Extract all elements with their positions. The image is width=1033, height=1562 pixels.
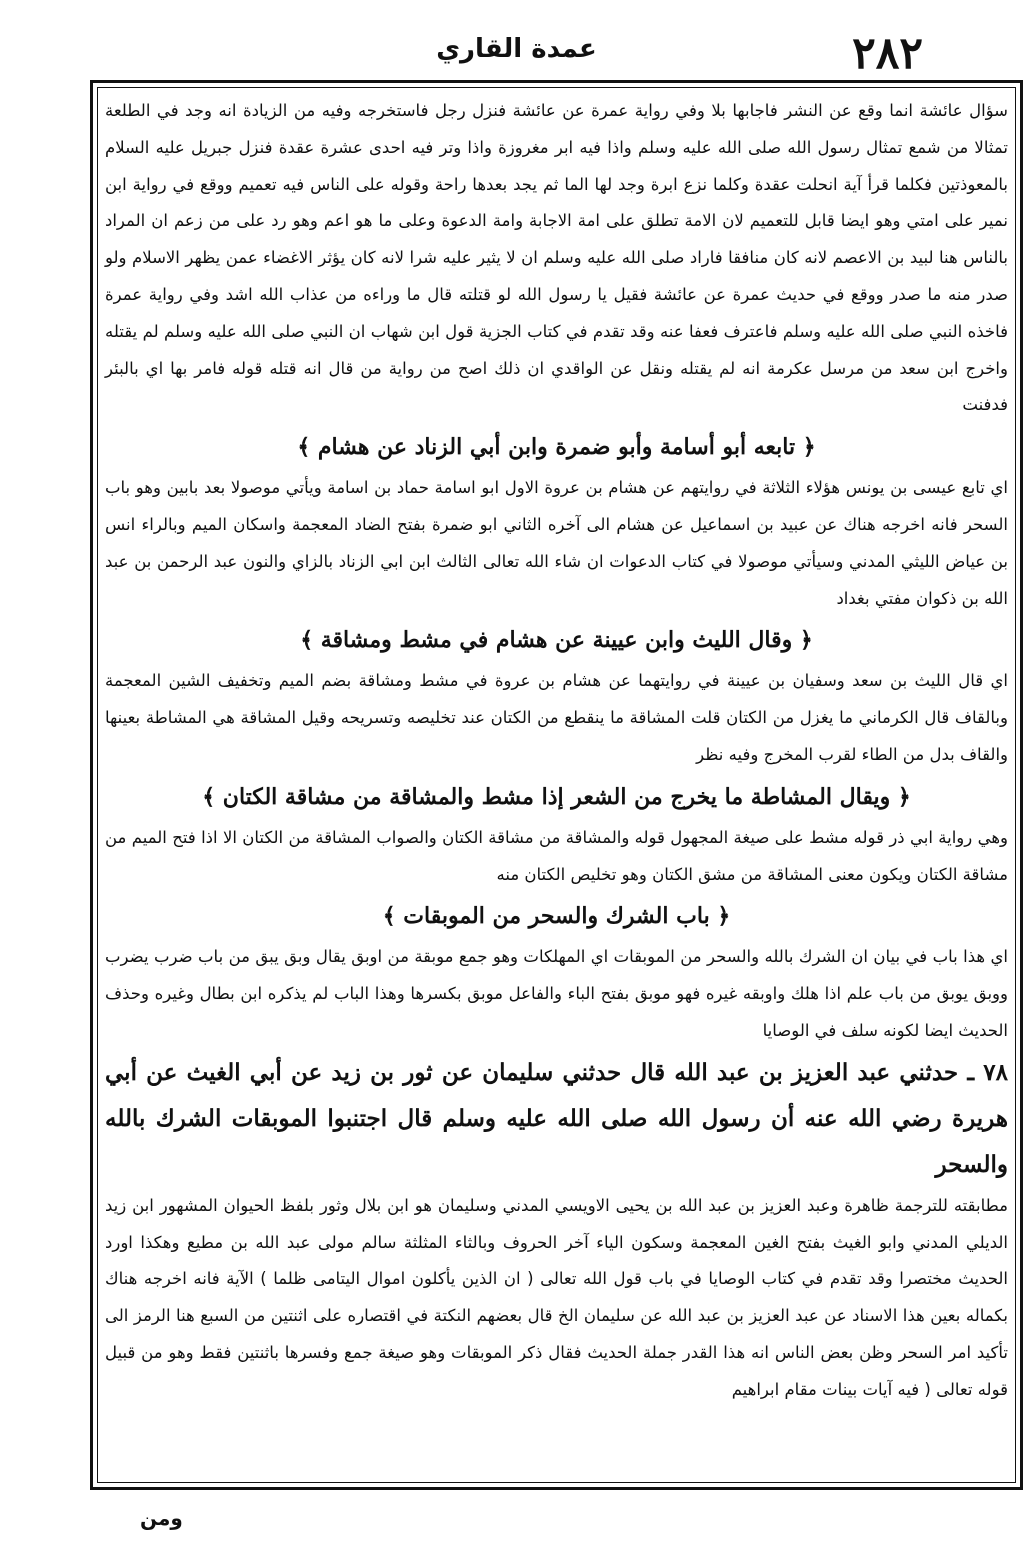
page-header [0,0,1033,82]
hadith-body: حدثني عبد العزيز بن عبد الله قال حدثني سليمان عن ثور بن زيد عن أبي الغيث عن أبي هريرة رضي الله عنه أن رسول الله صلى الله عليه وسلم قال اجتنبوا الموبقات الشرك بالله والسحر [105,1058,1008,1178]
page-number: ٢٨٢ [852,28,923,79]
hadith-separator: ـ [958,1058,975,1086]
hadith-text [105,1050,1008,1188]
commentary-paragraph: اي تابع عيسى بن يونس هؤلاء الثلاثة في روايتهم عن هشام بن عروة الاول ابو اسامة حماد بن اسامة ويأتي موصولا بعد بابين وهو باب السحر فانه اخرجه هناك عن عبيد بن اسماعيل عن هشام الى آخره الثاني ابو ضمرة بفتح الضاد المعجمة واسكان الميم وبالراء انس بن عياض الليثي المدني وسيأتي موصولا في كتاب الدعوات ان شاء الله تعالى الثالث ابن ابي الزناد بالزاي والنون عبد الرحمن بن عبد الله بن ذكوان مفتي بغداد [105,478,1008,608]
page-body [105,93,1008,1477]
commentary-paragraph: مطابقته للترجمة ظاهرة وعبد العزيز بن عبد الله بن يحيى الاويسي المدني وسليمان هو ابن بلال وثور بلفظ الحيوان المشهور ابن زيد الديلي المدني وابو الغيث بفتح الغين المعجمة وسكون الياء آخر الحروف وبالثاء المثلثة سالم مولى عبد الله بن مطيع وهكذا اورد الحديث مختصرا وقد تقدم في كتاب الوصايا في باب قول الله تعالى ( ان الذين يأكلون اموال اليتامى ظلما ) الآية فانه اخرجه هناك بكماله بعين هذا الاسناد عن عبد العزيز بن عبد الله عن سليمان الخ قال بعضهم النكتة في اقتصاره على اثنتين من السبع هنا الرمز الى تأكيد امر السحر وظن بعض الناس انه هذا القدر جملة الحديث فقال ذكر الموبقات وهو صيغة جمع وفسرها باثنتين فقط وهو من قبيل قوله تعالى ( فيه آيات بينات مقام ابراهيم [105,1195,1008,1399]
matn-quote: ﴿ وقال الليث وابن عيينة عن هشام في مشط ومشاقة ﴾ [300,627,813,654]
running-title: عمدة القاري [436,34,597,64]
matn-quote: ﴿ ويقال المشاطة ما يخرج من الشعر إذا مشط والمشاقة من مشاقة الكتان ﴾ [202,783,911,810]
text-frame [90,80,1023,1490]
commentary-paragraph: اي هذا باب في بيان ان الشرك بالله والسحر من الموبقات اي المهلكات وهو جمع موبقة من اوبق يقال وبق يبق من باب ضرب يضرب ووبق يوبق من باب علم اذا هلك واوبقه غيره فهو موبق بفتح الباء والفاعل موبق بكسرها وهذا الباب لم يذكره ابن بطال وغيره وحذف الحديث ايضا لكونه سلف في الوصايا [105,947,1008,1040]
hadith-number: ٧٨ [983,1058,1008,1086]
commentary-paragraph: سؤال عائشة انما وقع عن النشر فاجابها بلا وفي رواية عمرة عن عائشة فنزل رجل فاستخرجه وفيه من الزيادة انه وجد في الطلعة تمثالا من شمع تمثال رسول الله صلى الله عليه وسلم واذا فيه ابر مغروزة واذا وتر فيه احدى عشرة عقدة فنزل جبريل عليه السلام بالمعوذتين فكلما قرأ آية انحلت عقدة وكلما نزع ابرة وجد لها الما ثم يجد بعدها راحة وقوله على الناس فيه تعميم ووقع في رواية ابن نمير على امتي وهو ايضا قابل للتعميم لان الامة تطلق على امة الاجابة وامة الدعوة وعلى ما هو اعم وهو رد على من زعم ان المراد بالناس هنا لبيد بن الاعصم لانه كان منافقا فاراد صلى الله عليه وسلم ان لا يثير عليه شرا لانه كان يؤثر الاغضاء عمن يظهر الاسلام ولو صدر منه ما صدر ووقع في حديث عمرة عن عائشة فقيل يا رسول الله لو قتلته قال ما وراءه من عذاب الله اشد وفي رواية عمرة فاخذه النبي صلى الله عليه وسلم فاعترف فعفا عنه وقد تقدم في كتاب الجزية قول ابن شهاب ان النبي صلى الله عليه وسلم لم يقتله واخرج ابن سعد من مرسل عكرمة انه لم يقتله ونقل عن الواقدي ان ذلك اصح من رواية من قال انه قتله قوله فامر بها اي بالبئر فدفنت [105,101,1008,415]
matn-quote: ﴿ تابعه أبو أسامة وأبو ضمرة وابن أبي الزناد عن هشام ﴾ [297,434,816,461]
commentary-paragraph: وهي رواية ابي ذر قوله مشط على صيغة المجهول قوله والمشاقة من مشاقة الكتان والصواب المشاقة من الكتان الا اذا فتح الميم من مشاقة الكتان ويكون معنى المشاقة من مشق الكتان وهو تخليص الكتان منه [105,827,1008,884]
chapter-heading: ﴿ باب الشرك والسحر من الموبقات ﴾ [382,903,731,930]
commentary-paragraph: اي قال الليث بن سعد وسفيان بن عيينة في روايتهما عن هشام بن عروة في مشط ومشاقة بضم الميم وتخفيف الشين المعجمة وبالقاف قال الكرماني ما يغزل من الكتان قلت المشاقة ما ينقطع من الكتان عند تخليصه وتسريحه وقيل المشاقة هي المشاطة بعينها والقاف بدل من الطاء لقرب المخرج وفيه نظر [105,671,1008,764]
catchword: ومن [140,1506,183,1530]
